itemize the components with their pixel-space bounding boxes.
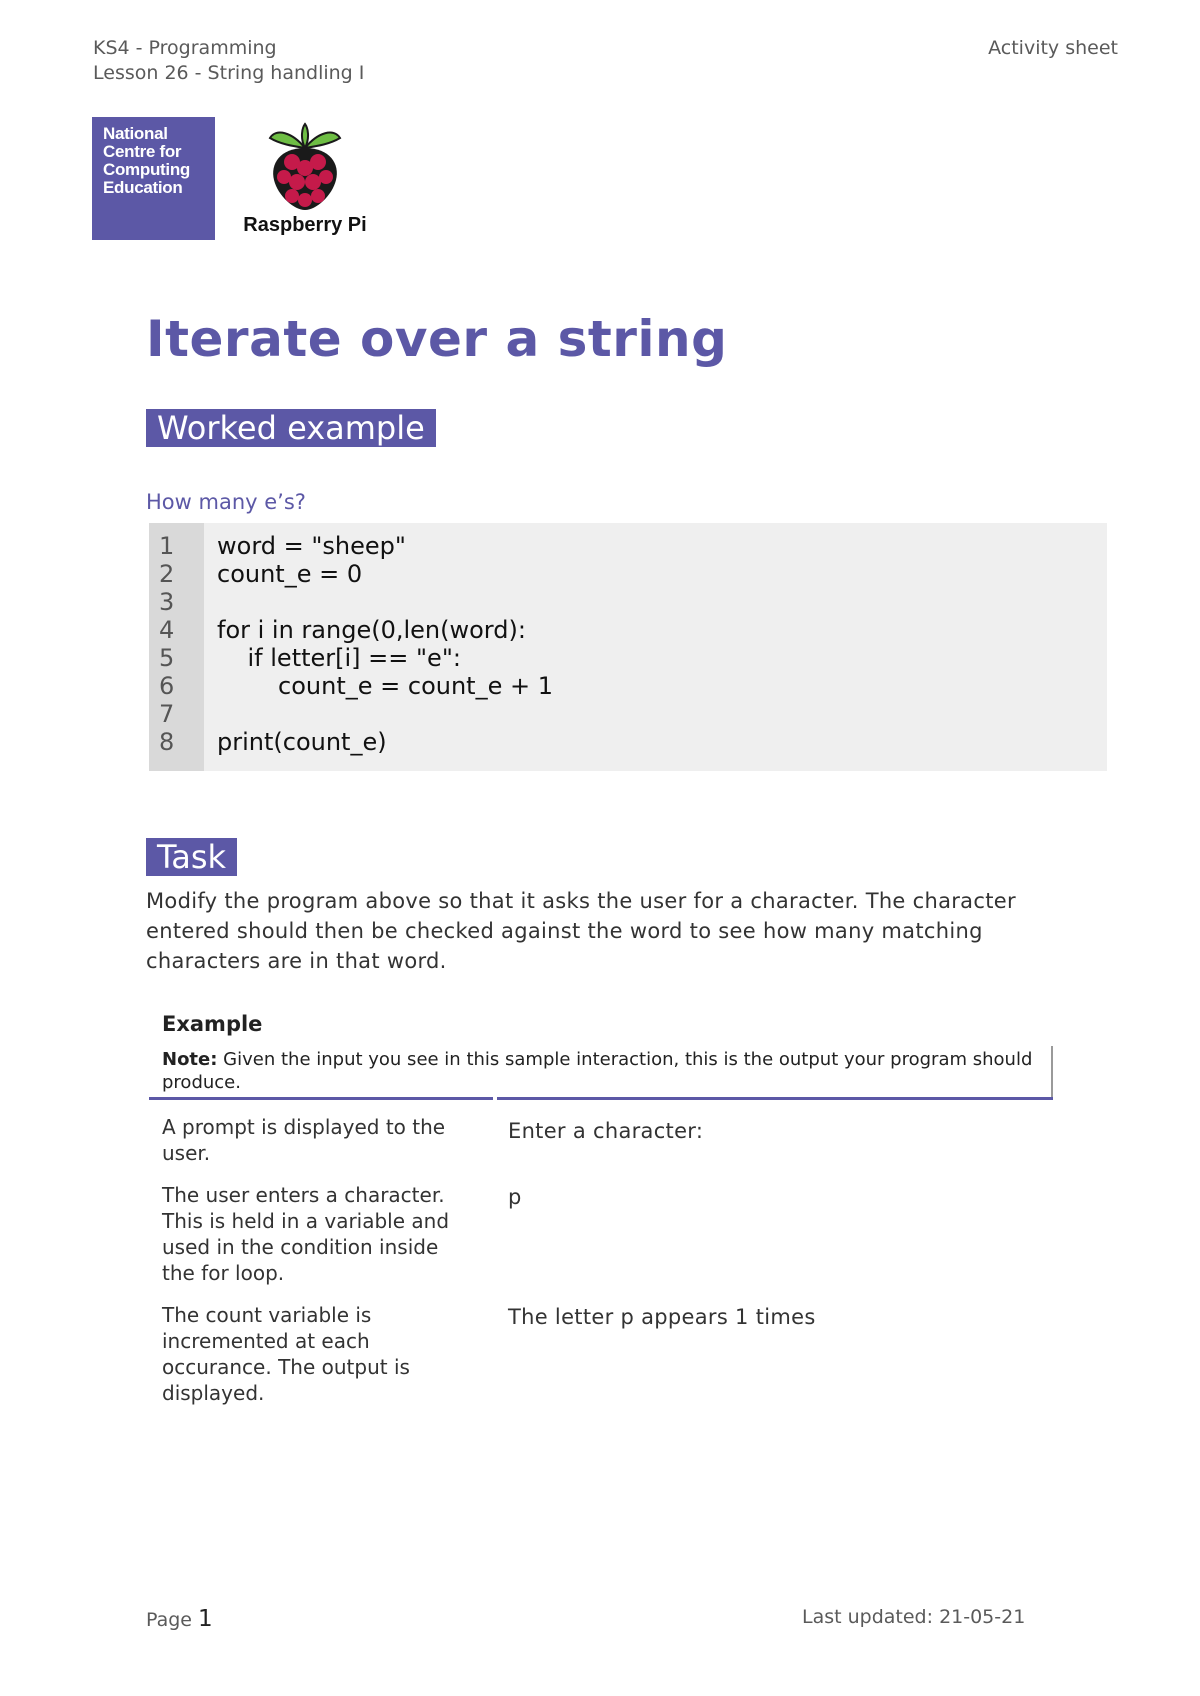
example-row-output: p — [508, 1185, 522, 1209]
ncce-logo — [92, 117, 215, 240]
example-row-output: The letter p appears 1 times — [508, 1305, 816, 1329]
note-label: Note: — [162, 1049, 218, 1070]
code-line: count_e = 0 — [217, 560, 363, 588]
page-label: Page — [146, 1609, 199, 1631]
example-row-description: A prompt is displayed to the user. — [162, 1115, 446, 1165]
example-row-description: The count variable is incremented at each occurance. The output is displayed. — [162, 1303, 410, 1405]
line-number: 6 — [159, 672, 175, 700]
example-row-description: The user enters a character. This is held in a variable and used in the condition inside the for loop. — [162, 1183, 450, 1285]
page-title: Iterate over a string — [146, 310, 728, 368]
line-number: 1 — [159, 532, 175, 560]
task-badge: Task — [146, 838, 237, 876]
ncce-logo-line: Computing — [103, 160, 190, 179]
line-number: 4 — [159, 616, 175, 644]
lesson-label: Lesson 26 - String handling I — [93, 62, 365, 84]
worked-example-subtitle: How many e’s? — [146, 490, 306, 514]
raspberry-icon — [240, 114, 370, 214]
line-number: 7 — [159, 700, 175, 728]
ncce-logo-line: National — [103, 124, 168, 143]
note-text: Given the input you see in this sample interaction, this is the output your program should produce. — [162, 1049, 1033, 1093]
code-line: for i in range(0,len(word): — [217, 616, 526, 644]
course-label: KS4 - Programming — [93, 37, 277, 59]
line-number: 2 — [159, 560, 175, 588]
ncce-logo-line: Centre for — [103, 142, 182, 161]
table-header-rule — [497, 1097, 1053, 1100]
line-number: 5 — [159, 644, 175, 672]
line-number-gutter — [149, 523, 204, 771]
line-number: 8 — [159, 728, 175, 756]
raspberry-pi-logo — [240, 114, 380, 244]
code-line: word = "sheep" — [217, 532, 406, 560]
footer-page-number — [146, 1606, 213, 1632]
footer-last-updated: Last updated: 21-05-21 — [802, 1606, 1026, 1628]
code-line: print(count_e) — [217, 728, 387, 756]
page-number: 1 — [198, 1606, 213, 1632]
code-block — [149, 523, 1107, 771]
table-divider — [1051, 1046, 1053, 1098]
example-heading: Example — [162, 1012, 263, 1036]
worked-example-badge: Worked example — [146, 409, 436, 447]
line-number: 3 — [159, 588, 175, 616]
code-line: count_e = count_e + 1 — [217, 672, 553, 700]
example-row-output: Enter a character: — [508, 1119, 704, 1143]
header-course-info — [93, 36, 364, 86]
example-note — [162, 1048, 1042, 1094]
code-line: if letter[i] == "e": — [217, 644, 461, 672]
raspberry-pi-wordmark: Raspberry Pi — [243, 214, 367, 236]
table-header-rule — [149, 1097, 493, 1100]
task-instructions: Modify the program above so that it asks the user for a character. The character entered should then be checked against the word to see how many matching characters are in that word. — [146, 889, 1016, 973]
ncce-logo-line: Education — [103, 178, 183, 197]
doc-type-label: Activity sheet — [988, 37, 1118, 59]
